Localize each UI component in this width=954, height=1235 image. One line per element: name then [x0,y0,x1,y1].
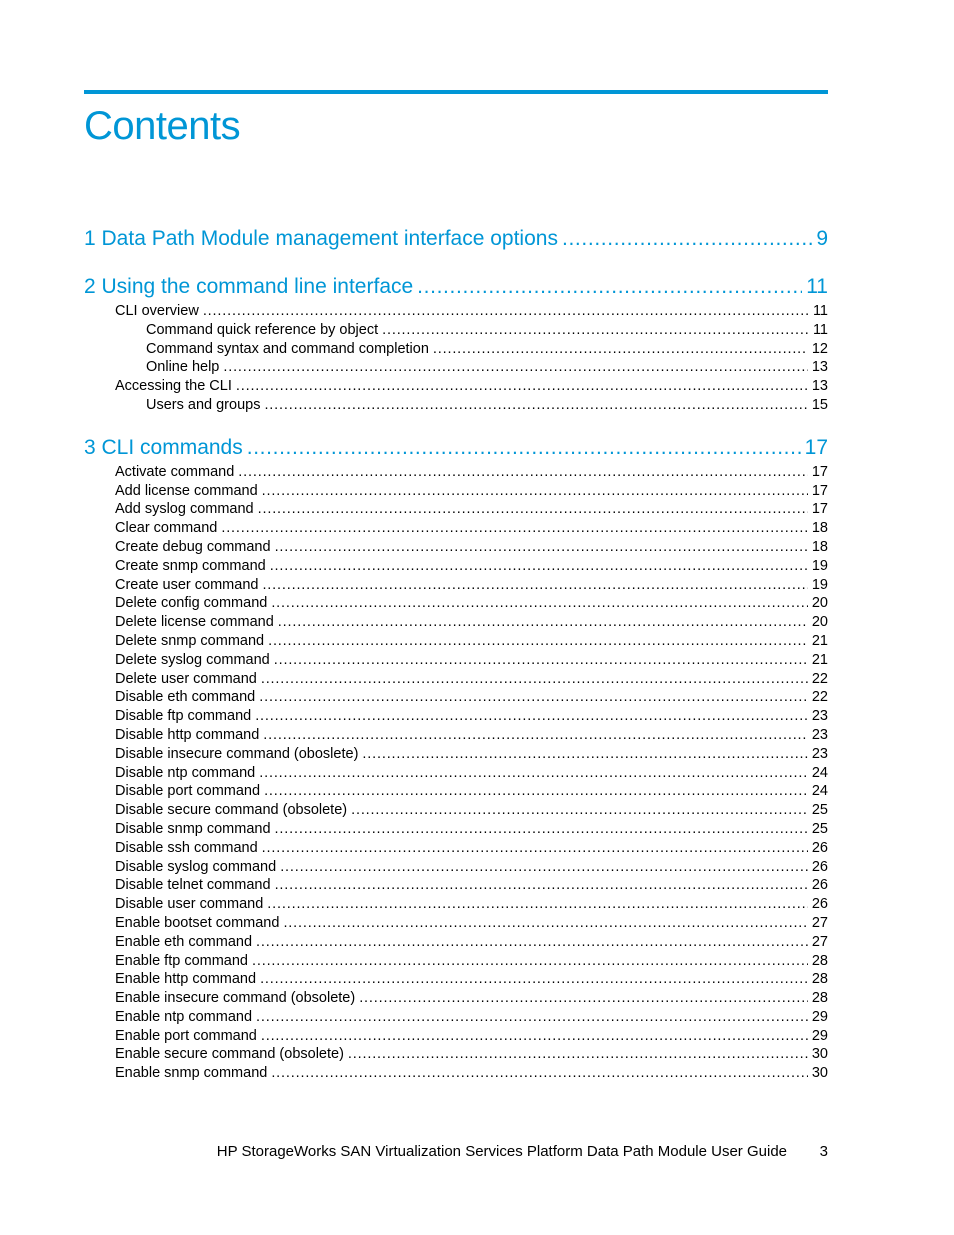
toc-leader-dots [262,576,807,595]
toc-entry-link[interactable] [84,989,828,1008]
toc-leader-dots [280,858,808,877]
toc-entry-link[interactable] [84,358,828,377]
toc-page-number: 18 [811,520,828,537]
toc-page-number: 30 [811,1046,828,1063]
toc-entry-label: Enable http command [115,971,257,988]
toc-entry-link[interactable] [84,632,828,651]
toc-page-number: 15 [811,396,828,413]
toc-leader-dots [247,433,801,463]
toc-page-number: 24 [811,764,828,781]
toc-leader-dots [259,688,808,707]
toc-page-number: 28 [811,971,828,988]
toc-leader-dots [271,594,808,613]
toc-entry-label: Disable user command [115,896,264,913]
toc-entry-link[interactable] [84,839,828,858]
toc-leader-dots [278,613,808,632]
toc-leader-dots [252,952,808,971]
toc-entry-label: Command syntax and command completion [146,340,429,357]
toc-entry-label: Enable secure command (obsolete) [115,1046,344,1063]
toc-entry-link[interactable] [84,377,828,396]
toc-leader-dots [359,989,808,1008]
toc-entry-label: Accessing the CLI [115,378,232,395]
toc-entry-label: 1 Data Path Module management interface options [84,227,558,250]
toc-page-number: 21 [811,651,828,668]
toc-entry-link[interactable] [84,651,828,670]
toc-page-number: 25 [811,802,828,819]
toc-entry-link[interactable] [84,801,828,820]
toc-entry-label: Delete snmp command [115,632,265,649]
toc-leader-dots [256,1008,808,1027]
toc-leader-dots [261,1027,808,1046]
toc-leader-dots [417,272,802,302]
toc-page-number: 9 [816,227,828,250]
toc-page-number: 13 [811,378,828,395]
toc-entry-link[interactable] [84,500,828,519]
toc-entry-label: Disable http command [115,726,260,743]
toc-leader-dots [263,726,808,745]
toc-entry-label: Disable telnet command [115,877,271,894]
toc-leader-dots [275,538,808,557]
toc-entry-link[interactable] [84,396,828,415]
toc-entry-label: Enable eth command [115,933,253,950]
toc-entry-link[interactable] [84,726,828,745]
toc-entry-label: Disable syslog command [115,858,277,875]
toc-entry-link[interactable] [84,745,828,764]
toc-page-number: 27 [811,914,828,931]
toc-leader-dots [256,933,808,952]
toc-page-number: 26 [811,858,828,875]
toc-entry-link[interactable] [84,933,828,952]
toc-entry-link[interactable] [84,1045,828,1064]
toc-leader-dots [433,340,808,359]
toc-leader-dots [258,500,808,519]
toc-leader-dots [274,651,808,670]
toc-page-number: 17 [811,501,828,518]
toc-entry-link[interactable] [84,914,828,933]
toc-page-number: 23 [811,726,828,743]
toc-entry-link[interactable] [84,895,828,914]
toc-entry-link[interactable] [84,782,828,801]
toc-entry-link[interactable] [84,482,828,501]
toc-leader-dots [267,895,808,914]
toc-entry-label: Add license command [115,482,258,499]
toc-leader-dots [382,321,809,340]
page-title: Contents [84,104,241,148]
toc-page-number: 11 [812,303,828,319]
toc-entry-label: Disable secure command (obsolete) [115,802,348,819]
toc-entry-link[interactable] [84,820,828,839]
toc-leader-dots [270,557,808,576]
toc-page-number: 29 [811,1027,828,1044]
toc-leader-dots [261,670,808,689]
toc-page-number: 30 [811,1065,828,1082]
toc-entry-label: Delete user command [115,670,257,687]
toc-chapter-link[interactable] [84,433,828,463]
toc-entry-link[interactable] [84,519,828,538]
table-of-contents [84,224,828,1083]
toc-page-number: 22 [811,670,828,687]
toc-leader-dots [236,377,808,396]
toc-leader-dots [203,302,809,321]
toc-page-number: 28 [811,990,828,1007]
toc-page-number: 23 [811,745,828,762]
toc-page-number: 24 [811,783,828,800]
toc-entry-label: 3 CLI commands [84,435,243,459]
toc-page-number: 26 [811,839,828,856]
toc-page-number: 23 [811,708,828,725]
toc-entry-label: Enable ftp command [115,952,248,969]
toc-entry-link[interactable] [84,538,828,557]
toc-leader-dots [562,224,812,254]
toc-page-number: 17 [811,482,828,499]
toc-page-number: 22 [811,689,828,706]
toc-entry-link[interactable] [84,707,828,726]
toc-entry-label: Create snmp command [115,557,266,574]
toc-entry-label: Clear command [115,520,218,537]
footer-title: HP StorageWorks SAN Virtualization Services Platform Data Path Module User Guide [216,1143,787,1160]
toc-chapter-link[interactable] [84,224,828,254]
header-rule [84,90,828,94]
toc-page-number: 29 [811,1008,828,1025]
toc-entry-label: Enable bootset command [115,914,280,931]
toc-page-number: 25 [811,820,828,837]
toc-page-number: 20 [811,614,828,631]
toc-leader-dots [283,914,807,933]
toc-page-number: 11 [806,275,828,298]
toc-entry-label: Disable insecure command (oboslete) [115,745,359,762]
toc-page-number: 19 [811,557,828,574]
toc-entry-label: Users and groups [146,396,261,413]
toc-leader-dots [268,632,808,651]
toc-entry-link[interactable] [84,764,828,783]
toc-entry-label: Enable ntp command [115,1008,253,1025]
toc-leader-dots [221,519,808,538]
toc-leader-dots [262,839,808,858]
toc-leader-dots [262,482,808,501]
toc-leader-dots [275,876,808,895]
toc-entry-link[interactable] [84,557,828,576]
toc-entry-label: Create user command [115,576,259,593]
toc-page-number: 17 [804,435,828,459]
toc-entry-label: Online help [146,359,220,376]
toc-page-number: 17 [811,463,828,480]
toc-page-number: 26 [811,896,828,913]
toc-entry-label: 2 Using the command line interface [84,275,414,298]
toc-page-number: 11 [812,321,828,338]
toc-entry-label: Create debug command [115,538,271,555]
toc-entry-link[interactable] [84,1027,828,1046]
toc-entry-label: CLI overview [115,303,199,319]
toc-entry-link[interactable] [84,613,828,632]
toc-entry-link[interactable] [84,670,828,689]
toc-page-number: 19 [811,576,828,593]
toc-entry-label: Disable port command [115,783,261,800]
toc-leader-dots [259,764,808,783]
toc-page-number: 12 [811,340,828,357]
toc-leader-dots [351,801,808,820]
toc-entry-label: Disable ntp command [115,764,256,781]
toc-entry-label: Disable ssh command [115,839,258,856]
toc-entry-link[interactable] [84,952,828,971]
toc-leader-dots [223,358,808,377]
toc-entry-label: Disable ftp command [115,708,252,725]
toc-entry-link[interactable] [84,858,828,877]
toc-leader-dots [264,396,807,415]
toc-entry-label: Delete license command [115,614,274,631]
toc-leader-dots [275,820,808,839]
toc-entry-label: Delete config command [115,595,268,612]
toc-entry-link[interactable] [84,576,828,595]
footer-page-number: 3 [819,1143,828,1160]
toc-leader-dots [362,745,807,764]
toc-entry-label: Activate command [115,463,235,480]
toc-entry-label: Add syslog command [115,501,254,518]
toc-page-number: 18 [811,538,828,555]
toc-entry-link[interactable] [84,594,828,613]
toc-page-number: 26 [811,877,828,894]
toc-entry-link[interactable] [84,463,828,482]
toc-page-number: 27 [811,933,828,950]
toc-entry-link[interactable] [84,970,828,989]
toc-entry-label: Enable port command [115,1027,257,1044]
toc-entry-label: Disable eth command [115,689,256,706]
toc-page-number: 28 [811,952,828,969]
toc-entry-label: Enable snmp command [115,1065,268,1082]
toc-page-number: 21 [811,632,828,649]
toc-entry-label: Delete syslog command [115,651,270,668]
toc-entry-label: Disable snmp command [115,820,271,837]
toc-leader-dots [264,782,808,801]
toc-entry-link[interactable] [84,1064,828,1083]
toc-entry-link[interactable] [84,321,828,340]
toc-entry-link[interactable] [84,340,828,359]
toc-entry-label: Enable insecure command (obsolete) [115,990,356,1007]
toc-entry-link[interactable] [84,688,828,707]
toc-chapter-link[interactable] [84,272,828,302]
toc-entry-link[interactable] [84,876,828,895]
toc-leader-dots [238,463,808,482]
toc-leader-dots [260,970,808,989]
toc-leader-dots [348,1045,808,1064]
toc-page-number: 20 [811,595,828,612]
toc-entry-link[interactable] [84,1008,828,1027]
toc-entry-label: Command quick reference by object [146,321,379,338]
toc-entry-link[interactable] [84,302,828,321]
toc-leader-dots [271,1064,808,1083]
toc-page-number: 13 [811,359,828,376]
toc-leader-dots [255,707,808,726]
